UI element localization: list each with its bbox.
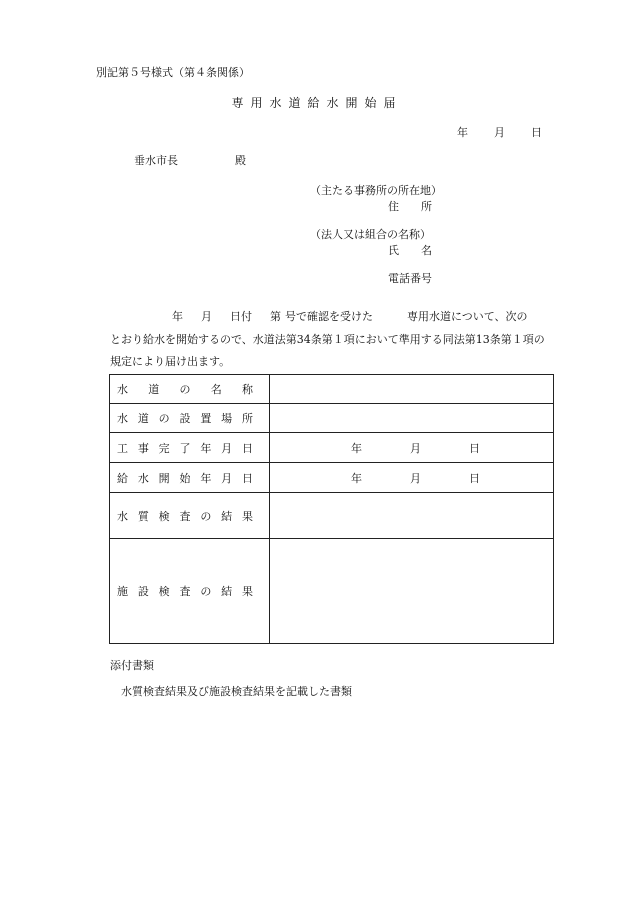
table-row [110,493,554,539]
address-label: 住 所 [388,200,432,213]
addressee [134,152,246,168]
form-number: 別記第５号様式（第４条関係） [96,66,250,79]
attachment-title: 添付書類 [110,659,154,672]
value-water-quality-result[interactable] [270,493,554,539]
table-row [110,433,554,463]
phone-label: 電話番号 [388,272,432,285]
table-row [110,539,554,644]
corporation-name-note: （法人又は組合の名称） [310,228,431,241]
submission-date [457,124,542,140]
date-day: 日 [531,126,542,139]
addressee-honorific: 殿 [235,154,246,167]
office-location-note: （主たる事務所の所在地） [310,184,442,197]
value-installation-location[interactable] [270,404,554,433]
statement-line-1: 年 月 日付 第 号で確認を受けた 専用水道について、次の [172,310,528,323]
date-year: 年 [457,126,468,139]
table-row [110,463,554,493]
row-label-water-supply-name: 水 道 の 名 称 [110,375,270,404]
row-label-water-quality-result: 水 質 検 査 の 結 果 [110,493,270,539]
attachment-item: 水質検査結果及び施設検査結果を記載した書類 [121,685,352,698]
value-facility-inspection-result[interactable] [270,539,554,644]
addressee-name: 垂水市長 [134,154,178,167]
water-supply-form-table [109,374,554,644]
row-label-facility-inspection-result: 施 設 検 査 の 結 果 [110,539,270,644]
document-title: 専用水道給水開始届 [231,96,403,110]
statement-line-2: とおり給水を開始するので、水道法第34条第１項において準用する同法第13条第１項の [110,332,545,346]
name-label: 氏 名 [388,244,432,257]
table-row [110,404,554,433]
statement-text [110,306,566,374]
value-construction-completion-date[interactable]: 年 月 日 [270,433,554,463]
row-label-installation-location: 水 道 の 設 置 場 所 [110,404,270,433]
table-row [110,375,554,404]
row-label-construction-completion-date: 工 事 完 了 年 月 日 [110,433,270,463]
row-label-supply-start-date: 給 水 開 始 年 月 日 [110,463,270,493]
value-water-supply-name[interactable] [270,375,554,404]
value-supply-start-date[interactable]: 年 月 日 [270,463,554,493]
date-month: 月 [494,126,505,139]
statement-line-3: 規定により届け出ます。 [110,355,231,368]
